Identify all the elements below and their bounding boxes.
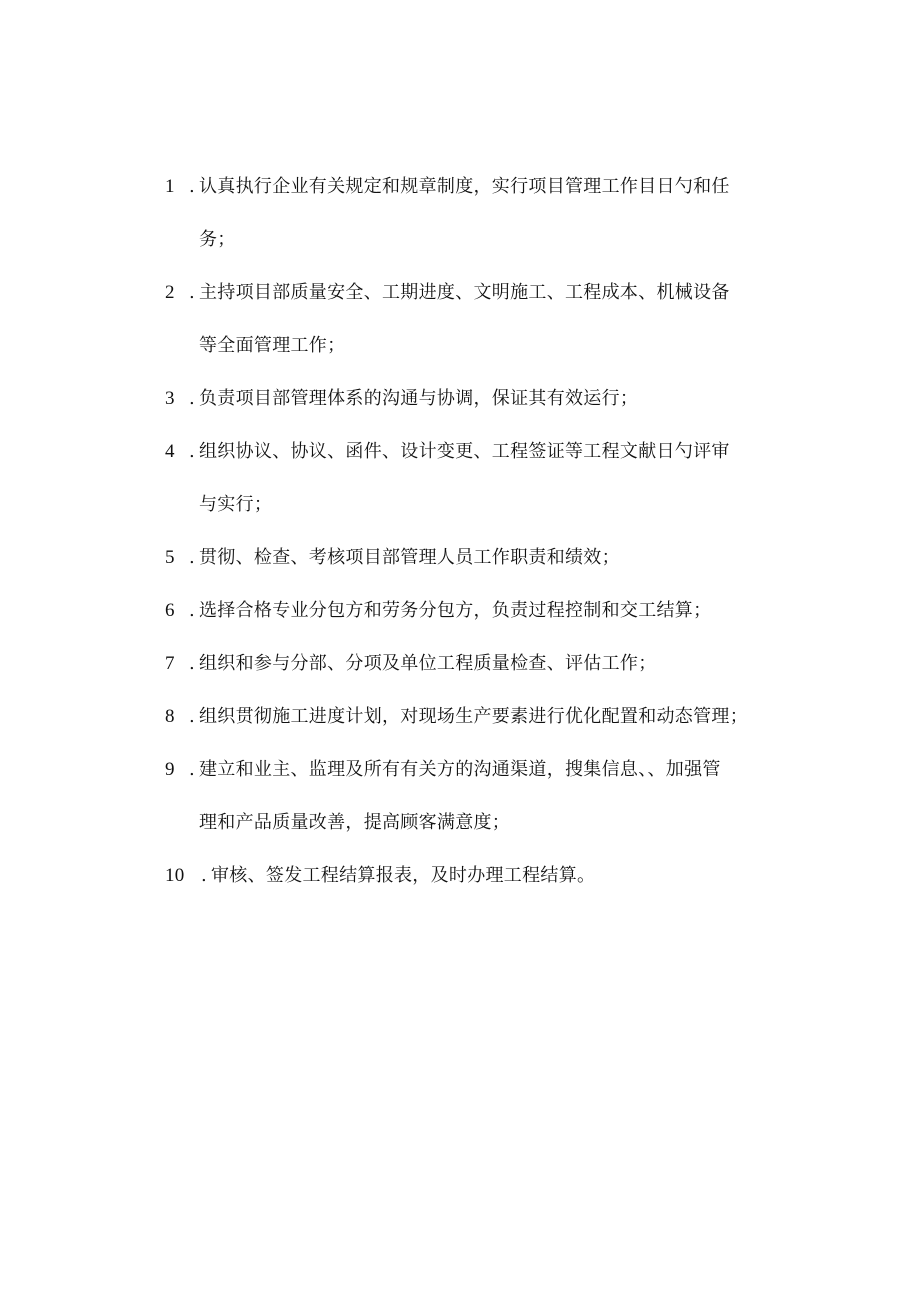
list-item: 8 . 组织贯彻施工进度计划，对现场生产要素进行优化配置和动态管理； — [165, 698, 805, 736]
item-text-continuation: 与实行； — [199, 494, 273, 515]
item-text-continuation: 等全面管理工作； — [199, 335, 346, 356]
item-text: 选择合格专业分包方和劳务分包方，负责过程控制和交工结算； — [199, 600, 712, 621]
item-text-continuation: 理和产品质量改善，提高顾客满意度； — [199, 812, 511, 833]
item-text: 审核、签发工程结算报表，及时办理工程结算。 — [211, 865, 596, 886]
item-text: 建立和业主、监理及所有有关方的沟通渠道，搜集信息、、加强管 — [199, 759, 721, 780]
item-text: 负责项目部管理体系的沟通与协调，保证其有效运行； — [199, 388, 639, 409]
item-text: 主持项目部质量安全、工期进度、文明施工、工程成本、机械设备 — [199, 282, 730, 303]
list-item: 7 . 组织和参与分部、分项及单位工程质量检查、评估工作； — [165, 645, 805, 683]
item-text: 贯彻、检查、考核项目部管理人员工作职责和绩效； — [199, 547, 620, 568]
item-text: 组织贯彻施工进度计划，对现场生产要素进行优化配置和动态管理； — [199, 706, 748, 727]
item-number: 7 — [165, 653, 175, 674]
list-item: 2 . 主持项目部质量安全、工期进度、文明施工、工程成本、机械设备 等全面管理工作； — [165, 274, 805, 365]
item-number: 4 — [165, 441, 175, 462]
list-item: 10 . 审核、签发工程结算报表，及时办理工程结算。 — [165, 857, 805, 895]
list-item: 6 . 选择合格专业分包方和劳务分包方，负责过程控制和交工结算； — [165, 592, 805, 630]
list-item: 9 . 建立和业主、监理及所有有关方的沟通渠道，搜集信息、、加强管 理和产品质量改善，提高顾客满意度； — [165, 751, 805, 842]
item-text: 组织协议、协议、函件、设计变更、工程签证等工程文献日勺评审 — [199, 441, 730, 462]
item-number: 6 — [165, 600, 175, 621]
list-item: 3 . 负责项目部管理体系的沟通与协调，保证其有效运行； — [165, 380, 805, 418]
item-number: 2 — [165, 282, 175, 303]
item-number: 10 — [165, 865, 185, 886]
item-number: 5 — [165, 547, 175, 568]
item-number: 9 — [165, 759, 175, 780]
item-text: 组织和参与分部、分项及单位工程质量检查、评估工作； — [199, 653, 657, 674]
duty-list — [165, 168, 805, 910]
list-item: 5 . 贯彻、检查、考核项目部管理人员工作职责和绩效； — [165, 539, 805, 577]
item-text: 认真执行企业有关规定和规章制度，实行项目管理工作目日勺和任 — [199, 176, 730, 197]
list-item: 4 . 组织协议、协议、函件、设计变更、工程签证等工程文献日勺评审 与实行； — [165, 433, 805, 524]
item-number: 3 — [165, 388, 175, 409]
item-number: 8 — [165, 706, 175, 727]
item-number: 1 — [165, 176, 175, 197]
list-item: 1 . 认真执行企业有关规定和规章制度，实行项目管理工作目日勺和任 务； — [165, 168, 805, 259]
item-text-continuation: 务； — [199, 229, 236, 250]
